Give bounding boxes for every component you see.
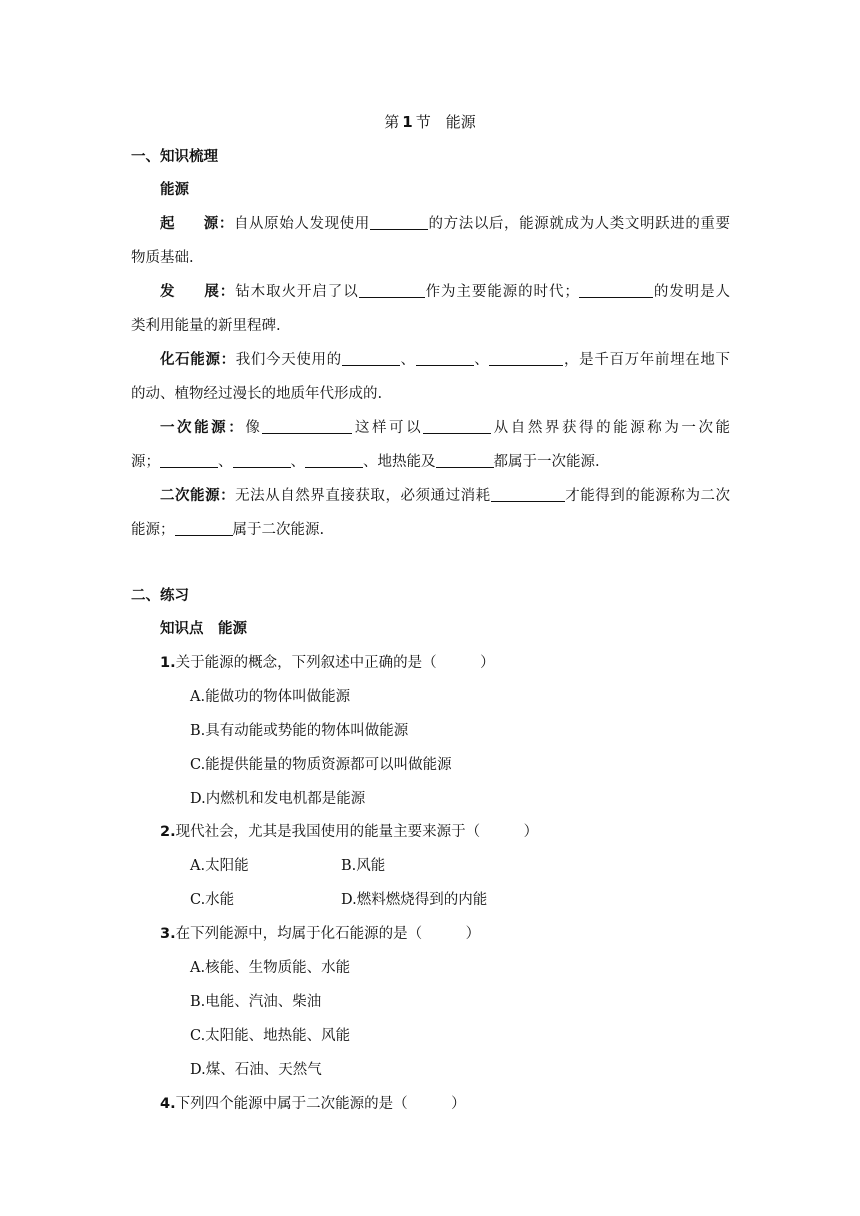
blank	[423, 419, 491, 434]
q2-option-b: B.风能	[341, 858, 386, 874]
blank	[233, 453, 291, 468]
fossil-text-b: ，是千百万年前埋在地下	[563, 352, 731, 368]
question-number: 3.	[160, 926, 176, 942]
fossil-line-2: 的动、植物经过漫长的地质年代形成的.	[131, 386, 383, 402]
secondary-text-d: 属于二次能源.	[232, 522, 325, 538]
title-suffix: 节 能源	[415, 113, 476, 131]
question-4	[160, 1094, 466, 1114]
question-stem: 关于能源的概念，下列叙述中正确的是（ ）	[175, 655, 495, 671]
section-heading-1: 一、知识梳理	[131, 149, 218, 165]
primary-text-e: 都属于一次能源.	[493, 454, 600, 470]
question-number: 4.	[160, 1096, 176, 1112]
fossil-line-1	[160, 350, 730, 370]
q2-option-c: C.水能	[190, 892, 235, 908]
blank	[262, 419, 352, 434]
question-stem: 现代社会，尤其是我国使用的能量主要来源于（ ）	[175, 824, 539, 840]
secondary-line-1	[160, 486, 730, 506]
origin-text-b: 的方法以后，能源就成为人类文明跃进的重要	[427, 216, 731, 232]
subheading-energy: 能源	[160, 182, 189, 198]
blank	[359, 283, 425, 298]
blank	[305, 453, 363, 468]
secondary-label: 二次能源：	[160, 488, 236, 504]
blank	[579, 283, 653, 298]
q1-option-c: C.能提供能量的物质资源都可以叫做能源	[190, 757, 452, 773]
q3-option-a: A.核能、生物质能、水能	[190, 960, 351, 976]
primary-sep-2: 、	[290, 454, 305, 470]
q1-option-b: B.具有动能或势能的物体叫做能源	[190, 723, 409, 739]
question-stem: 下列四个能源中属于二次能源的是（ ）	[175, 1096, 466, 1112]
question-2	[160, 822, 538, 842]
q2-option-d: D.燃料燃烧得到的内能	[341, 892, 488, 908]
page-title	[0, 112, 860, 132]
develop-text-a: 钻木取火开启了以	[235, 284, 359, 300]
fossil-sep-2: 、	[473, 352, 490, 368]
primary-text-a: 像	[245, 420, 263, 436]
blank	[416, 351, 474, 366]
develop-text-b: 作为主要能源的时代；	[424, 284, 579, 300]
primary-text-d: 源；	[131, 454, 160, 470]
secondary-line-2	[131, 520, 324, 540]
secondary-text-b: 才能得到的能源称为二次	[564, 488, 731, 504]
primary-text-c: 从自然界获得的能源称为一次能	[491, 420, 731, 436]
q1-option-a: A.能做功的物体叫做能源	[190, 689, 351, 705]
origin-line-2: 物质基础.	[131, 250, 194, 266]
develop-label-b: 展：	[203, 284, 236, 300]
origin-line-1	[160, 214, 730, 234]
primary-text-b: 这样可以	[352, 420, 424, 436]
title-number: 1	[402, 113, 413, 131]
develop-label-a: 发	[160, 284, 176, 300]
question-1	[160, 653, 495, 673]
develop-line-1	[160, 282, 730, 302]
subheading-knowledge-point: 知识点 能源	[160, 621, 247, 637]
q2-option-a: A.太阳能	[190, 858, 249, 874]
blank	[489, 351, 563, 366]
q3-option-c: C.太阳能、地热能、风能	[190, 1028, 351, 1044]
develop-text-c: 的发明是人	[652, 284, 731, 300]
fossil-text-a: 我们今天使用的	[235, 352, 342, 368]
blank	[491, 487, 565, 502]
q3-option-b: B.电能、汽油、柴油	[190, 994, 322, 1010]
blank	[342, 351, 400, 366]
question-3	[160, 924, 480, 944]
origin-text-a: 自从原始人发现使用	[233, 216, 370, 232]
primary-line-2	[131, 452, 600, 472]
q1-option-d: D.内燃机和发电机都是能源	[190, 791, 366, 807]
fossil-sep-1: 、	[399, 352, 416, 368]
blank	[160, 453, 218, 468]
fossil-label: 化石能源：	[160, 352, 236, 368]
title-prefix: 第	[384, 113, 400, 131]
primary-label: 一次能源：	[160, 420, 246, 436]
origin-label-a: 起	[160, 216, 176, 232]
question-number: 1.	[160, 655, 176, 671]
q3-option-d: D.煤、石油、天然气	[190, 1062, 322, 1078]
develop-line-2: 类利用能量的新里程碑.	[131, 318, 281, 334]
primary-sep-1: 、	[218, 454, 233, 470]
primary-sep-3: 、地热能及	[363, 454, 436, 470]
origin-label-b: 源：	[203, 216, 234, 232]
blank	[436, 453, 494, 468]
blank	[175, 521, 233, 536]
secondary-text-a: 无法从自然界直接获取，必须通过消耗	[235, 488, 491, 504]
section-heading-2: 二、练习	[131, 588, 189, 604]
blank	[370, 215, 428, 230]
primary-line-1	[160, 418, 730, 438]
question-number: 2.	[160, 824, 176, 840]
secondary-text-c: 能源；	[131, 522, 175, 538]
question-stem: 在下列能源中，均属于化石能源的是（ ）	[175, 926, 481, 942]
